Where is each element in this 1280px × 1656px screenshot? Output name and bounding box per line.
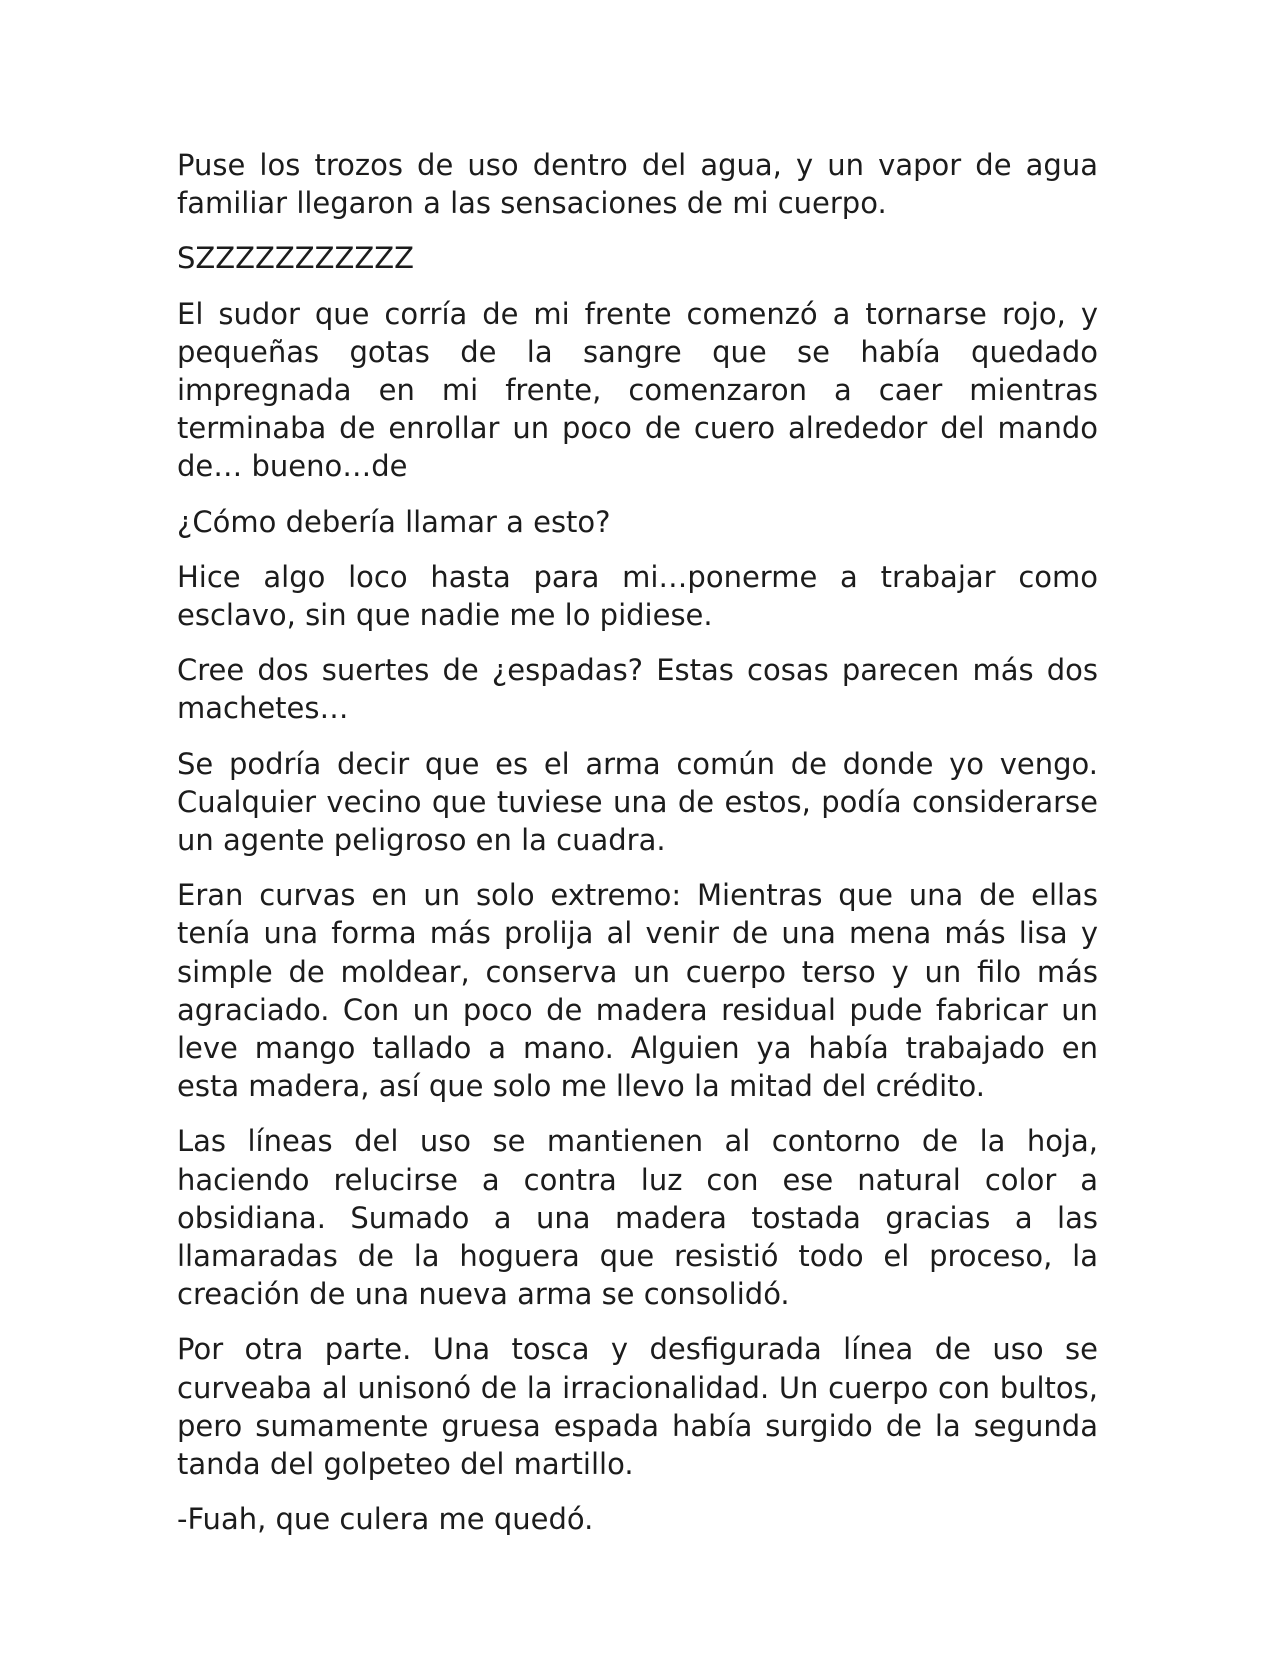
paragraph-4: ¿Cómo debería llamar a esto?: [177, 504, 611, 539]
paragraph-10: Por otra parte. Una tosca y desfigurada línea de uso se curveaba al unisonó de la irracionalidad. Un cuerpo con bultos, pero sumamente gruesa espada había surgido de la segunda tanda del golpeteo del martillo.: [177, 1332, 1098, 1482]
paragraph-9: Las líneas del uso se mantienen al contorno de la hoja, haciendo relucirse a contra luz con ese natural color a obsidiana. Sumado a una madera tostada gracias a las llamaradas de la hoguera que resistió todo el proceso, la creación de una nueva arma se consolidó.: [177, 1124, 1098, 1312]
paragraph-7: Se podría decir que es el arma común de donde yo vengo. Cualquier vecino que tuviese una de estos, podía considerarse un agente peligroso en la cuadra.: [177, 746, 1098, 858]
paragraph-5: Hice algo loco hasta para mi…ponerme a trabajar como esclavo, sin que nadie me lo pidiese.: [177, 559, 1098, 633]
paragraph-3: El sudor que corría de mi frente comenzó a tornarse rojo, y pequeñas gotas de la sangre que se había quedado impregnada en mi frente, comenzaron a caer mientras terminaba de enrollar un poco de cuero alrededor del mando de… bueno…de: [177, 296, 1098, 484]
paragraph-2: SZZZZZZZZZZZ: [177, 241, 414, 276]
paragraph-6: Cree dos suertes de ¿espadas? Estas cosas parecen más dos machetes…: [177, 653, 1098, 726]
paragraph-11: -Fuah, que culera me quedó.: [177, 1502, 594, 1537]
paragraph-1: Puse los trozos de uso dentro del agua, y un vapor de agua familiar llegaron a las sensaciones de mi cuerpo.: [177, 148, 1098, 221]
document-page: [177, 146, 1098, 1556]
paragraph-8: Eran curvas en un solo extremo: Mientras que una de ellas tenía una forma más prolija al venir de una mena más lisa y simple de moldear, conserva un cuerpo terso y un filo más agraciado. Con un poco de madera residual pude fabricar un leve mango tallado a mano. Alguien ya había trabajado en esta madera, así que solo me llevo la mitad del crédito.: [177, 878, 1098, 1104]
